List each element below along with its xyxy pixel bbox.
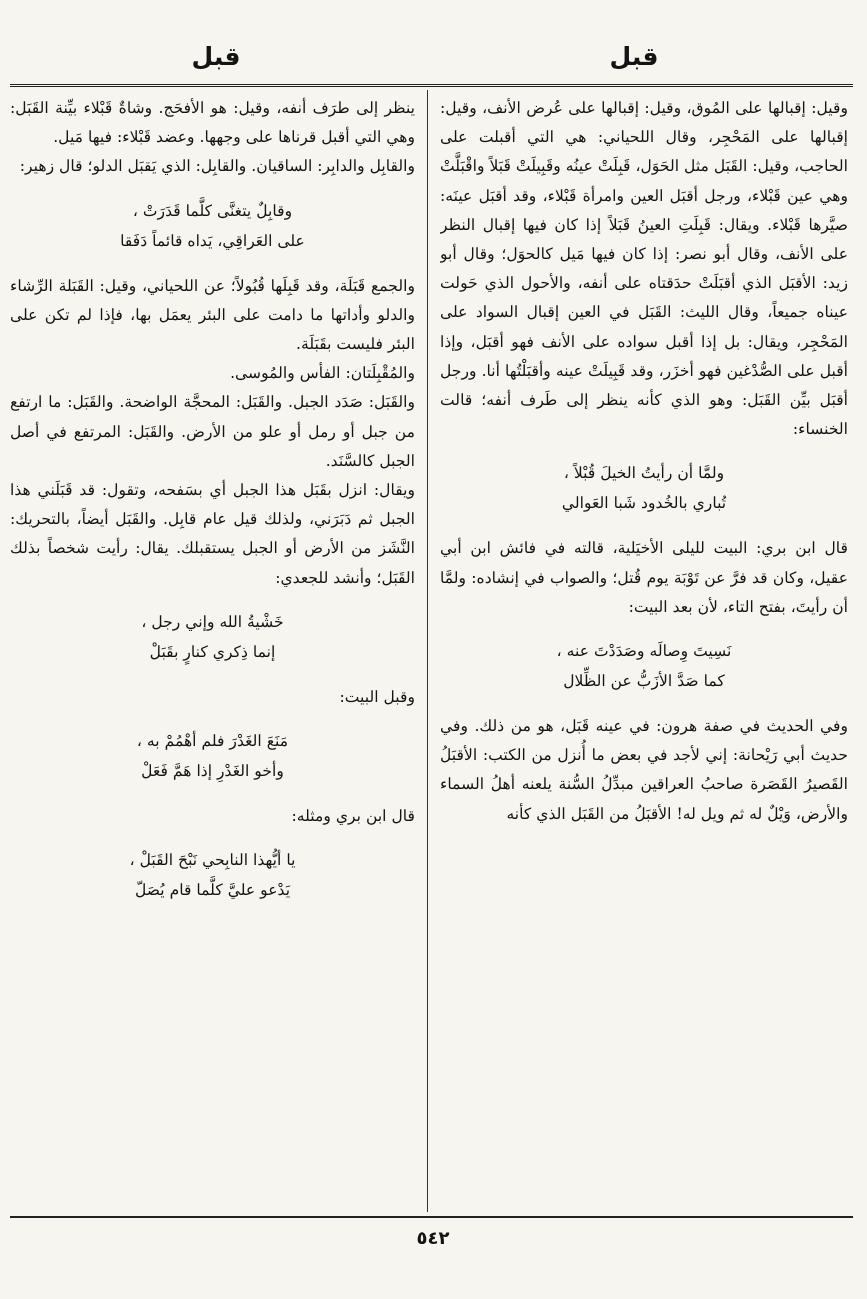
- paragraph: ويقال: انزل بقَبَل هذا الجبل أي بسَفحه، وتقول: قد قَبَلَني هذا الجبل ثم دَبَرَني، ولذلك قيل عام قابِل. والقَبَل أيضاً، بالتحريك: النَّشَز من الأرض أو الجبل يستقبلك. يقال: رأيت شخصاً بذلك القَبَل؛ وأنشد للجعدي:: [10, 481, 415, 587]
- right-column: [440, 94, 848, 1214]
- paragraph: ينظر إلى طرَف أنفه، وقيل: هو الأفحَج. وشاةٌ قَبْلاء بيِّنة القَبَل: وهي التي أقبل قرناها على وجهها. وعضد قَبْلاء: فيها مَيل.: [10, 99, 415, 147]
- verse: [440, 636, 848, 696]
- verse-line: تُباري بالخُدود شَبا العَوالي: [561, 494, 727, 513]
- verse: [10, 607, 415, 667]
- verse-line: نَسِيتَ وِصالَه وصَدَدْتَ عنه ،: [556, 642, 732, 661]
- paragraph: قال ابن بري ومثله:: [291, 807, 415, 826]
- header-rule: [10, 84, 853, 87]
- paragraph: والمُقْبِلَتان: الفأس والمُوسى.: [230, 364, 415, 383]
- running-header-left: قبل: [191, 42, 241, 71]
- verse-line: وأخو الغَدْرِ إذا هَمَّ فَعَلْ: [141, 762, 284, 781]
- column-divider: [427, 90, 428, 1212]
- paragraph: وقيل: إقبالها على المُوق، وقيل: إقبالها على عُرض الأنف، وقيل: إقبالها على المَحْجِر، وقال اللحياني: هي التي أقبلت على الحاجب، وقيل: القَبَل مثل الحَوَل، قَبِلَتْ عينُه وقَبِيلَتْ قَبَلاً واقْبَلَّتْ وهي عين قَبْلاء، ورجل أقبَل العين وامرأة قَبْلاء، وقد أقبَل عينَه: صيَّرها قَبْلاء. ويقال: قَبِلَتِ العينُ قَبَلاً إذا كان فيها إقبال النظر على الأنف، وقال أبو نصر: إذا كان فيها مَيل كالحوَل؛ وقال أبو زيد: الأقبَل الذي أقبَلَتْ حدَقتاه على أنفه، والأحول الذي حَولت عيناه جميعاً، وقال الليث: القَبَل في العين إقبال السواد على المَحْجِر، ويقال: بل إذا أقبل سواده على الأنف فهو أقبَل، وإذا أقبل على الصُّدْغين فهو أخزَر، وقد قَبِيلَتْ عينه وأقبَلْتُها أنا. ورجل أقبَل بيِّن القَبَل: وهو الذي كأنه ينظر إلى طَرف أنفه؛ قالت الخنساء:: [440, 99, 848, 439]
- paragraph: وقبل البيت:: [339, 687, 415, 706]
- verse-line: ولمَّا أن رأيتُ الخيلَ قُبْلاً ،: [563, 464, 725, 483]
- paragraph: قال ابن بري: البيت لليلى الأخيَلية، قالته في فائش ابن أبي عقيل، وكان قد فرَّ عن تَوْبَة يوم قُتل؛ والصواب في إنشاده: ولمَّا أن رأيتَ، بفتح التاء، لأن بعد البيت:: [440, 539, 848, 616]
- verse-line: يا أيُّهذا النابِحي نَبْحَ القَبَلْ ،: [129, 851, 296, 870]
- footer-rule: [10, 1216, 853, 1218]
- verse: [10, 845, 415, 905]
- verse: [10, 726, 415, 786]
- paragraph: والجمع قَبَلَة، وقد قَبِلَها قُبُولاً؛ عن اللحياني، وقيل: القَبَلة الرِّشاء والدلو وأداتها ما دامت على البئر يعمَل بها، فإذا لم تكن على البئر فليست بقَبَلَة.: [10, 276, 415, 354]
- verse-line: كما صَدَّ الأزَبُّ عن الظِّلال: [563, 672, 725, 691]
- verse-line: مَنَعَ الغَدْرَ فلم أهْمُمْ به ،: [136, 732, 289, 751]
- running-header-right: قبل: [609, 42, 659, 71]
- page-number: ٥٤٢: [416, 1228, 450, 1249]
- verse-line: يَدْعو عليَّ كلَّما قام يُصَلّ: [134, 881, 291, 900]
- paragraph: والقابِل والدابِر: الساقيان. والقابِل: الذي يَقبَل الدلو؛ قال زهير:: [19, 157, 415, 176]
- paragraph: وفي الحديث في صفة هرون: في عينه قَبَل، هو من ذلك. وفي حديث أبي رَيْحانة: إني لأجد في بعض ما أُنزل من الكتب: الأقبَلُ القَصيرُ القَصَرة صاحبُ العراقين مبدِّلُ السُّنة يلعنه أهلُ السماء والأرض، وَيْلٌ له ثم ويل له! الأقبَلُ من القَبَل الذي كأنه: [440, 717, 848, 823]
- verse-line: وقابِلٌ يتغنَّى كلَّما قَدَرَتْ ،: [132, 201, 293, 220]
- verse-line: إنما ذِكري كنارٍ بقَبَلْ: [149, 642, 276, 661]
- paragraph: والقَبَل: صَدَد الجبل. والقَبَل: المحجَّة الواضحة. والقَبَل: ما ارتفع من جبل أو رمل أو علو من الأرض. والقَبَل: المرتفع في أصل الجبل كالسَّنَد.: [10, 393, 415, 470]
- left-column: [10, 94, 415, 1214]
- verse-line: على العَراقِي، يَداه قائماً دَفَقا: [120, 231, 305, 250]
- verse: [10, 196, 415, 256]
- verse: [440, 458, 848, 518]
- verse-line: خَشْيةُ الله وإني رجل ،: [141, 612, 284, 631]
